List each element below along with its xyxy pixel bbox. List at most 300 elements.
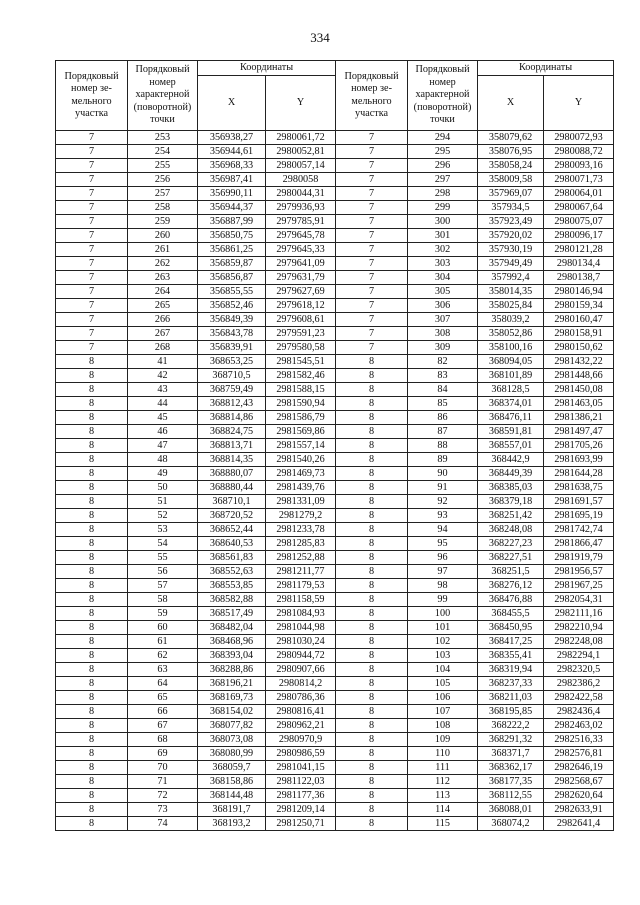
cell-x: 368059,7 [198,761,266,775]
cell-parcel: 8 [336,789,408,803]
cell-x: 356839,91 [198,341,266,355]
cell-x: 368319,94 [478,663,544,677]
cell-point: 106 [408,691,478,705]
table-row [56,719,614,733]
cell-point: 62 [128,649,198,663]
cell-point: 84 [408,383,478,397]
cell-parcel: 7 [336,173,408,187]
cell-point: 91 [408,481,478,495]
cell-y: 2980158,91 [544,327,614,341]
cell-x: 368248,08 [478,523,544,537]
cell-y: 2980061,72 [266,131,336,145]
cell-x: 358025,84 [478,299,544,313]
cell-point: 43 [128,383,198,397]
cell-x: 358014,35 [478,285,544,299]
cell-parcel: 7 [336,159,408,173]
cell-y: 2981463,05 [544,397,614,411]
table-row [56,621,614,635]
cell-x: 368710,5 [198,369,266,383]
cell-x: 368154,02 [198,705,266,719]
cell-y: 2981638,75 [544,481,614,495]
table-row [56,649,614,663]
cell-y: 2981497,47 [544,425,614,439]
table-row [56,425,614,439]
cell-y: 2981177,36 [266,789,336,803]
table-row [56,789,614,803]
cell-parcel: 8 [336,523,408,537]
cell-x: 358079,62 [478,131,544,145]
cell-x: 357920,02 [478,229,544,243]
table-row [56,173,614,187]
table-row [56,663,614,677]
cell-point: 299 [408,201,478,215]
cell-x: 368191,7 [198,803,266,817]
cell-x: 356859,87 [198,257,266,271]
cell-y: 2982646,19 [544,761,614,775]
cell-point: 115 [408,817,478,831]
cell-y: 2981448,66 [544,369,614,383]
cell-parcel: 7 [336,131,408,145]
header-x: X [478,76,544,131]
table-row [56,159,614,173]
table-row [56,313,614,327]
cell-point: 52 [128,509,198,523]
cell-y: 2981250,71 [266,817,336,831]
cell-parcel: 8 [56,593,128,607]
cell-x: 358039,2 [478,313,544,327]
cell-x: 368074,2 [478,817,544,831]
cell-y: 2979645,78 [266,229,336,243]
table-row [56,271,614,285]
cell-x: 368196,21 [198,677,266,691]
cell-point: 68 [128,733,198,747]
cell-y: 2980088,72 [544,145,614,159]
cell-parcel: 8 [336,817,408,831]
table-row [56,761,614,775]
cell-point: 53 [128,523,198,537]
cell-parcel: 7 [56,173,128,187]
cell-point: 67 [128,719,198,733]
table-header [56,61,614,131]
cell-y: 2981279,2 [266,509,336,523]
cell-y: 2980121,28 [544,243,614,257]
cell-point: 99 [408,593,478,607]
cell-parcel: 8 [336,733,408,747]
cell-point: 262 [128,257,198,271]
cell-parcel: 8 [336,551,408,565]
cell-x: 368582,88 [198,593,266,607]
cell-parcel: 8 [336,453,408,467]
cell-point: 257 [128,187,198,201]
cell-parcel: 8 [56,467,128,481]
cell-point: 298 [408,187,478,201]
cell-parcel: 7 [56,145,128,159]
cell-y: 2982568,67 [544,775,614,789]
table-row [56,131,614,145]
cell-parcel: 8 [336,411,408,425]
cell-point: 59 [128,607,198,621]
cell-x: 356861,25 [198,243,266,257]
cell-parcel: 8 [336,635,408,649]
cell-x: 356968,33 [198,159,266,173]
cell-parcel: 8 [56,663,128,677]
cell-y: 2981691,57 [544,495,614,509]
cell-x: 368385,03 [478,481,544,495]
cell-parcel: 7 [56,299,128,313]
cell-y: 2981450,08 [544,383,614,397]
cell-y: 2982294,1 [544,649,614,663]
cell-x: 368169,73 [198,691,266,705]
cell-parcel: 8 [56,397,128,411]
header-x: X [198,76,266,131]
table-row [56,383,614,397]
cell-parcel: 8 [56,635,128,649]
cell-x: 368211,03 [478,691,544,705]
cell-parcel: 7 [56,257,128,271]
cell-y: 2981582,46 [266,369,336,383]
table-row [56,215,614,229]
cell-point: 93 [408,509,478,523]
cell-y: 2981540,26 [266,453,336,467]
cell-y: 2982516,33 [544,733,614,747]
table-row [56,397,614,411]
cell-parcel: 8 [56,691,128,705]
cell-y: 2981705,26 [544,439,614,453]
table-row [56,817,614,831]
cell-point: 89 [408,453,478,467]
cell-parcel: 8 [56,579,128,593]
cell-parcel: 7 [336,229,408,243]
cell-x: 368251,5 [478,565,544,579]
cell-point: 47 [128,439,198,453]
cell-x: 368195,85 [478,705,544,719]
cell-parcel: 8 [336,425,408,439]
cell-x: 368227,23 [478,537,544,551]
cell-point: 66 [128,705,198,719]
cell-point: 95 [408,537,478,551]
cell-y: 2981956,57 [544,565,614,579]
cell-point: 302 [408,243,478,257]
cell-parcel: 8 [56,677,128,691]
table-row [56,411,614,425]
cell-point: 261 [128,243,198,257]
cell-y: 2980064,01 [544,187,614,201]
cell-x: 358052,86 [478,327,544,341]
cell-x: 368449,39 [478,467,544,481]
cell-x: 356855,55 [198,285,266,299]
cell-point: 51 [128,495,198,509]
cell-x: 368591,81 [478,425,544,439]
table-row [56,775,614,789]
cell-parcel: 8 [56,439,128,453]
cell-x: 368880,44 [198,481,266,495]
cell-point: 46 [128,425,198,439]
cell-point: 72 [128,789,198,803]
cell-y: 2981588,15 [266,383,336,397]
table-row [56,243,614,257]
cell-x: 368393,04 [198,649,266,663]
table-row [56,733,614,747]
cell-x: 368476,11 [478,411,544,425]
cell-y: 2981590,94 [266,397,336,411]
table-row [56,509,614,523]
cell-y: 2982386,2 [544,677,614,691]
table-row [56,635,614,649]
cell-point: 42 [128,369,198,383]
cell-y: 2981331,09 [266,495,336,509]
cell-x: 368112,55 [478,789,544,803]
table-row [56,327,614,341]
cell-point: 255 [128,159,198,173]
cell-parcel: 8 [336,607,408,621]
cell-parcel: 7 [56,215,128,229]
cell-x: 368813,71 [198,439,266,453]
cell-y: 2981432,22 [544,355,614,369]
cell-x: 356856,87 [198,271,266,285]
cell-y: 2982210,94 [544,621,614,635]
cell-y: 2981919,79 [544,551,614,565]
cell-y: 2979591,23 [266,327,336,341]
cell-parcel: 7 [336,145,408,159]
coordinates-table [55,60,614,831]
cell-parcel: 7 [336,299,408,313]
cell-parcel: 8 [56,719,128,733]
cell-y: 2981084,93 [266,607,336,621]
cell-parcel: 7 [56,201,128,215]
cell-point: 92 [408,495,478,509]
cell-x: 368144,48 [198,789,266,803]
cell-x: 357969,07 [478,187,544,201]
table-row [56,593,614,607]
cell-point: 297 [408,173,478,187]
table-row [56,257,614,271]
cell-y: 2980067,64 [544,201,614,215]
cell-y: 2980160,47 [544,313,614,327]
table-row [56,607,614,621]
cell-x: 368814,86 [198,411,266,425]
cell-y: 2979580,58 [266,341,336,355]
cell-point: 308 [408,327,478,341]
cell-point: 60 [128,621,198,635]
table-row [56,355,614,369]
table-row [56,453,614,467]
cell-parcel: 8 [56,761,128,775]
cell-y: 2980057,14 [266,159,336,173]
cell-y: 2979631,79 [266,271,336,285]
cell-parcel: 8 [336,719,408,733]
cell-y: 2980096,17 [544,229,614,243]
cell-y: 2980816,41 [266,705,336,719]
cell-y: 2979785,91 [266,215,336,229]
cell-parcel: 7 [56,327,128,341]
cell-x: 368880,07 [198,467,266,481]
cell-y: 2981233,78 [266,523,336,537]
cell-x: 368482,04 [198,621,266,635]
table-row [56,691,614,705]
cell-y: 2981439,76 [266,481,336,495]
cell-y: 2982054,31 [544,593,614,607]
cell-x: 356944,37 [198,201,266,215]
cell-point: 73 [128,803,198,817]
cell-parcel: 8 [56,789,128,803]
cell-parcel: 7 [56,313,128,327]
cell-parcel: 7 [56,271,128,285]
cell-point: 301 [408,229,478,243]
table-row [56,579,614,593]
cell-point: 88 [408,439,478,453]
table-body [56,131,614,831]
cell-y: 2980071,73 [544,173,614,187]
cell-parcel: 8 [56,481,128,495]
cell-point: 300 [408,215,478,229]
header-coordinates: Координаты [198,61,336,76]
cell-point: 69 [128,747,198,761]
table-row [56,145,614,159]
cell-y: 2982248,08 [544,635,614,649]
cell-y: 2980986,59 [266,747,336,761]
table-row [56,747,614,761]
table-row [56,369,614,383]
cell-point: 64 [128,677,198,691]
cell-x: 368088,01 [478,803,544,817]
cell-y: 2981158,59 [266,593,336,607]
cell-x: 368455,5 [478,607,544,621]
cell-y: 2982111,16 [544,607,614,621]
cell-point: 50 [128,481,198,495]
cell-point: 110 [408,747,478,761]
cell-parcel: 8 [56,621,128,635]
cell-x: 368476,88 [478,593,544,607]
cell-x: 368276,12 [478,579,544,593]
cell-point: 108 [408,719,478,733]
cell-parcel: 8 [56,705,128,719]
cell-parcel: 8 [56,747,128,761]
cell-y: 2982436,4 [544,705,614,719]
cell-y: 2979618,12 [266,299,336,313]
cell-parcel: 7 [336,243,408,257]
cell-parcel: 8 [336,509,408,523]
cell-y: 2980138,7 [544,271,614,285]
header-point-number: Порядковый номер характерной (поворотной) точки [408,61,478,131]
cell-point: 71 [128,775,198,789]
cell-y: 2980093,16 [544,159,614,173]
cell-y: 2980814,2 [266,677,336,691]
cell-parcel: 8 [336,761,408,775]
cell-parcel: 8 [56,607,128,621]
cell-y: 2980159,34 [544,299,614,313]
cell-y: 2982633,91 [544,803,614,817]
cell-point: 109 [408,733,478,747]
cell-y: 2981285,83 [266,537,336,551]
cell-parcel: 7 [56,243,128,257]
cell-parcel: 8 [336,593,408,607]
cell-parcel: 8 [56,649,128,663]
cell-x: 368371,7 [478,747,544,761]
cell-parcel: 8 [336,439,408,453]
cell-x: 356938,27 [198,131,266,145]
cell-point: 268 [128,341,198,355]
cell-x: 356990,11 [198,187,266,201]
cell-y: 2980962,21 [266,719,336,733]
table-row [56,803,614,817]
cell-point: 102 [408,635,478,649]
cell-point: 41 [128,355,198,369]
cell-parcel: 8 [56,803,128,817]
cell-y: 2981252,88 [266,551,336,565]
cell-point: 111 [408,761,478,775]
cell-x: 368177,35 [478,775,544,789]
table-row [56,299,614,313]
cell-point: 294 [408,131,478,145]
cell-y: 2979936,93 [266,201,336,215]
cell-parcel: 8 [56,453,128,467]
cell-parcel: 8 [336,397,408,411]
cell-parcel: 8 [56,523,128,537]
cell-y: 2981386,21 [544,411,614,425]
cell-parcel: 8 [56,355,128,369]
cell-point: 90 [408,467,478,481]
cell-x: 368291,32 [478,733,544,747]
cell-y: 2980146,94 [544,285,614,299]
cell-point: 307 [408,313,478,327]
table-row [56,537,614,551]
cell-y: 2979645,33 [266,243,336,257]
cell-parcel: 8 [336,677,408,691]
cell-x: 368158,86 [198,775,266,789]
cell-parcel: 8 [336,355,408,369]
cell-parcel: 8 [336,705,408,719]
cell-parcel: 7 [56,285,128,299]
cell-point: 264 [128,285,198,299]
cell-y: 2980058 [266,173,336,187]
table-row [56,705,614,719]
cell-y: 2979608,61 [266,313,336,327]
cell-y: 2979627,69 [266,285,336,299]
cell-point: 70 [128,761,198,775]
cell-x: 357934,5 [478,201,544,215]
cell-y: 2981469,73 [266,467,336,481]
header-parcel-number: Порядковый номер зе-мельного участка [336,61,408,131]
cell-parcel: 8 [336,467,408,481]
cell-x: 368759,49 [198,383,266,397]
cell-point: 58 [128,593,198,607]
cell-x: 368812,43 [198,397,266,411]
cell-point: 103 [408,649,478,663]
cell-x: 368251,42 [478,509,544,523]
cell-point: 253 [128,131,198,145]
cell-x: 357992,4 [478,271,544,285]
cell-x: 368710,1 [198,495,266,509]
table-row [56,201,614,215]
table-row [56,341,614,355]
cell-point: 259 [128,215,198,229]
cell-parcel: 7 [336,341,408,355]
cell-parcel: 8 [56,383,128,397]
cell-point: 258 [128,201,198,215]
cell-parcel: 8 [336,537,408,551]
cell-x: 368355,41 [478,649,544,663]
cell-parcel: 8 [56,565,128,579]
cell-y: 2982576,81 [544,747,614,761]
cell-point: 305 [408,285,478,299]
table-row [56,187,614,201]
cell-point: 309 [408,341,478,355]
table-row [56,481,614,495]
cell-x: 368288,86 [198,663,266,677]
cell-point: 44 [128,397,198,411]
cell-point: 263 [128,271,198,285]
cell-parcel: 7 [336,313,408,327]
